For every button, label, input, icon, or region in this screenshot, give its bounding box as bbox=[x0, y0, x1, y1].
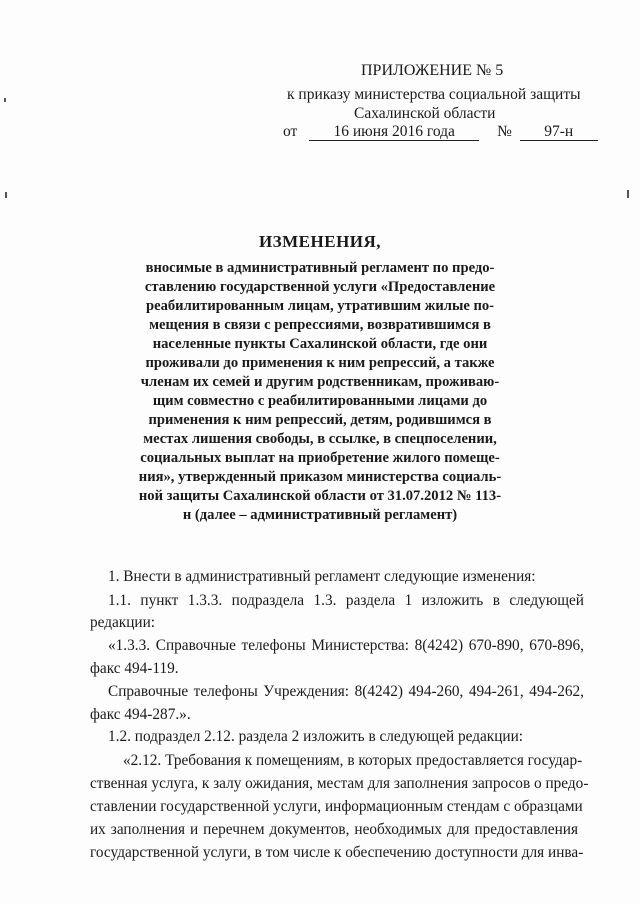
subtitle-line: местах лишения свободы, в ссылке, в спецпоселении, bbox=[143, 431, 497, 447]
paragraph-phones-ministry-line2: факс 494-119. bbox=[90, 660, 179, 677]
number-label: № bbox=[497, 123, 512, 140]
appendix-number: ПРИЛОЖЕНИЕ № 5 bbox=[361, 62, 504, 79]
from-label: от bbox=[283, 123, 298, 140]
subtitle-line: проживали до применения к ним репрессий, а также bbox=[145, 355, 495, 371]
subtitle-line: н (далее – административный регламент) bbox=[182, 507, 458, 523]
subtitle-line: населенные пункты Сахалинской области, где они bbox=[152, 336, 488, 352]
quote-2-12-line5: государственной услуги, в том числе к обеспечению доступности для инва- bbox=[90, 844, 584, 861]
paragraph-1: 1. Внести в административный регламент следующие изменения: bbox=[108, 568, 536, 585]
order-reference-line2: Сахалинской области bbox=[354, 105, 496, 122]
subtitle-line: ставлению государственной услуги «Предоставление bbox=[144, 279, 496, 295]
order-number: 97-н bbox=[520, 123, 598, 141]
subtitle-line: вносимые в административный регламент по предо- bbox=[145, 260, 495, 276]
quote-2-12-line1: «2.12. Требования к помещениям, в которых предоставляется государ- bbox=[123, 752, 583, 769]
paragraph-phones-institution-line2: факс 494-287.». bbox=[90, 706, 191, 723]
scan-mark-top bbox=[4, 98, 6, 102]
quote-2-12-line3: ставлении государственной услуги, информационным стендам с образцами bbox=[90, 798, 583, 815]
paragraph-phones-ministry-line1: «1.3.3. Справочные телефоны Министерства: 8(4242) 670-890, 670-896, bbox=[108, 637, 584, 654]
quote-2-12-line2: ственная услуга, к залу ожидания, местам для заполнения запросов о предо- bbox=[90, 775, 589, 792]
scan-mark-right bbox=[627, 190, 629, 198]
subtitle-line: щим совместно с реабилитированными лицами до bbox=[152, 393, 488, 409]
subtitle-line: применения к ним репрессий, детям, родившимся в bbox=[148, 412, 492, 428]
subtitle-line: реабилитированным лицам, утратившим жилые по- bbox=[145, 298, 495, 314]
subtitle-line: ния», утвержденный приказом министерства социаль- bbox=[138, 469, 502, 485]
paragraph-1-1-line2: редакции: bbox=[90, 614, 156, 631]
subtitle-line: мещения в связи с репрессиями, возвратившимся в bbox=[149, 317, 491, 333]
scan-mark-middle bbox=[5, 192, 7, 198]
document-title: ИЗМЕНЕНИЯ, bbox=[258, 232, 382, 251]
order-date: 16 июня 2016 года bbox=[309, 123, 479, 141]
subtitle-line: ной защиты Сахалинской области от 31.07.2012 № 113- bbox=[138, 488, 502, 504]
order-date-row bbox=[283, 123, 598, 141]
subtitle-line: социальных выплат на приобретение жилого помеще- bbox=[140, 450, 500, 466]
paragraph-phones-institution-line1: Справочные телефоны Учреждения: 8(4242) 494-260, 494-261, 494-262, bbox=[108, 683, 584, 700]
subtitle-line: членам их семей и другим родственникам, проживаю- bbox=[140, 374, 500, 390]
order-reference-line1: к приказу министерства социальной защиты bbox=[287, 86, 581, 103]
paragraph-1-2: 1.2. подраздел 2.12. раздела 2 изложить в следующей редакции: bbox=[108, 728, 524, 745]
quote-2-12-line4: их заполнения и перечнем документов, необходимых для предоставления bbox=[90, 821, 578, 838]
paragraph-1-1-line1: 1.1. пункт 1.3.3. подраздела 1.3. раздела 1 изложить в следующей bbox=[108, 592, 584, 609]
